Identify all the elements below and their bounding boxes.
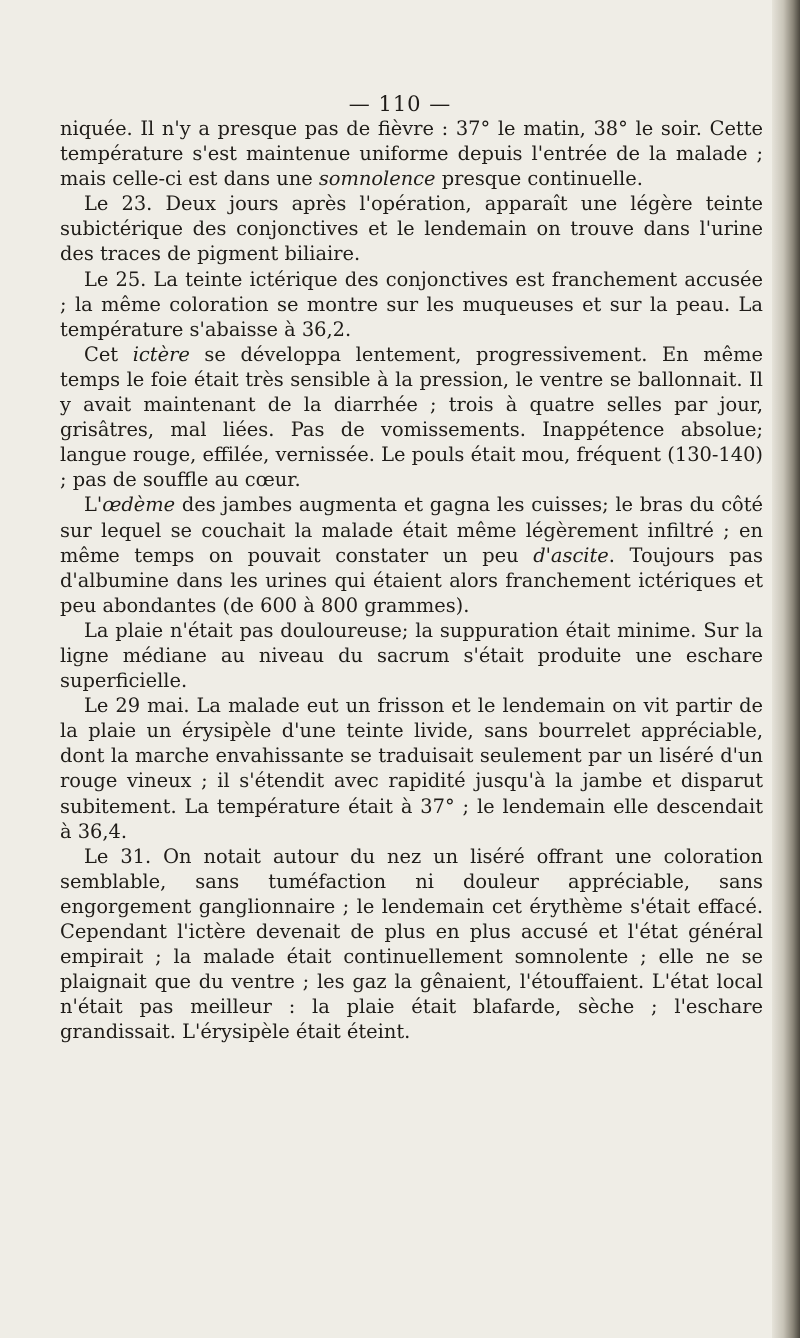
text-run: Le 29 mai. La malade eut un frisson et le lendemain on vit partir de la plaie un érysipèle d'une teinte livide, sans bourrelet appréciable, dont la marche envahissante se traduisait seulement par un liséré d'un rouge vineux ; il s'étendit avec rapidité jusqu'à la jambe et disparut subitement. La température était à 37° ; le lendemain elle descendait à 36,4. xyxy=(60,694,763,843)
italic-text: somnolence xyxy=(318,167,436,191)
italic-text: ictère xyxy=(132,342,190,366)
paragraph xyxy=(60,618,763,693)
text-run: La plaie n'était pas douloureuse; la suppuration était minime. Sur la ligne médiane au niveau du sacrum s'était produite une eschare superficielle. xyxy=(60,618,763,693)
paragraph xyxy=(60,492,763,617)
text-run: . Toujours pas d'albumine dans les urines qui étaient alors franchement ictériques et peu abondantes (de 600 à 800 grammes). xyxy=(60,543,763,617)
text-run: Le 31. On notait autour du nez un liséré offrant une coloration semblable, sans tuméfaction ni douleur appréciable, sans engorgement ganglionnaire ; le lendemain cet érythème s'était effacé. Cependant l'ictère devenait de plus en plus accusé et l'état général empirait ; la malade était continuellement somnolente ; elle ne se plaignait que du ventre ; les gaz la gênaient, l'étouffaient. L'état local n'était pas meilleur : la plaie était blafarde, sèche ; l'eschare grandissait. L'érysipèle était éteint. xyxy=(60,844,763,1044)
paragraph xyxy=(60,191,763,266)
page-edge-shadow xyxy=(772,0,800,1338)
text-run: niquée. Il n'y a presque pas de fièvre : 37° le matin, 38° le soir. Cette température s'est maintenue uniforme depuis l'entrée de la malade ; mais celle-ci est dans une xyxy=(60,117,763,191)
page-number: — 110 — xyxy=(348,92,452,116)
text-run: se développa lentement, progressivement. En même temps le foie était très sensible à la pression, le ventre se ballonnait. Il y avait maintenant de la diarrhée ; trois à quatre selles par jour, grisâtres, mal liées. Pas de vomissements. Inappétence absolue; langue rouge, effilée, vernissée. Le pouls était mou, fréquent (130-140) ; pas de souffle au cœur. xyxy=(60,342,763,492)
paragraph xyxy=(60,342,763,493)
page-body xyxy=(60,116,763,1044)
text-run: des jambes augmenta et gagna les cuisses; le bras du côté sur lequel se couchait la malade était même légèrement infiltré ; en même temps on pouvait constater un peu xyxy=(60,493,763,567)
paragraph xyxy=(60,116,763,191)
text-run: presque continuelle. xyxy=(435,167,643,191)
text-run: Le 25. La teinte ictérique des conjonctives est franchement accusée ; la même coloration se montre sur les muqueuses et sur la peau. La température s'abaisse à 36,2. xyxy=(60,267,763,341)
paragraph xyxy=(60,844,763,1045)
italic-text: d'ascite xyxy=(533,543,609,567)
paragraph xyxy=(60,693,763,844)
text-run: L' xyxy=(84,493,103,517)
paragraph xyxy=(60,267,763,342)
text-run: Cet xyxy=(84,342,133,366)
text-run: Le 23. Deux jours après l'opération, apparaît une légère teinte subictérique des conjonctives et le lendemain on trouve dans l'urine des traces de pigment biliaire. xyxy=(60,192,763,266)
italic-text: œdème xyxy=(102,493,176,517)
